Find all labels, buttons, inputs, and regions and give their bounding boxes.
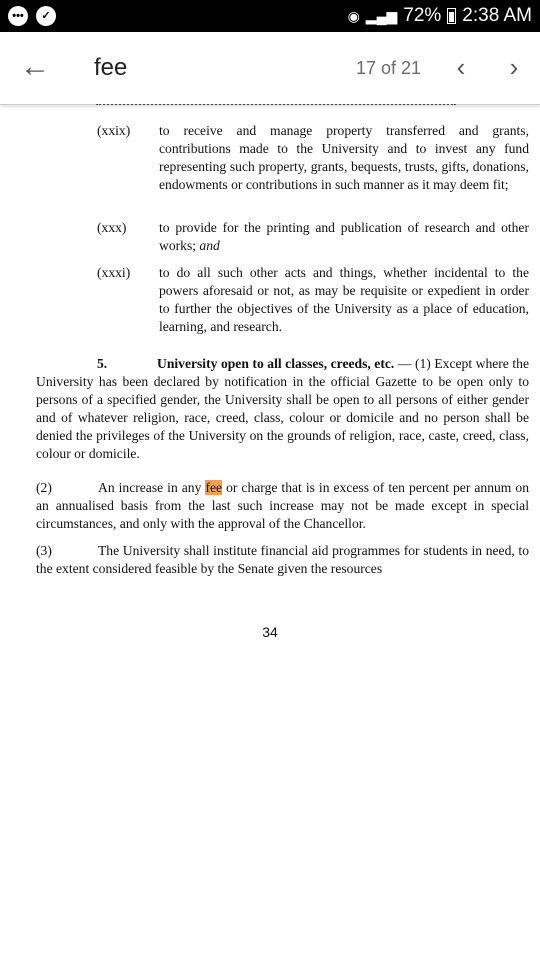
match-count: 17 of 21 [356,58,422,78]
cell-signal-icon: ▂▄▆ [365,7,398,24]
paragraph-number: (3) [36,543,52,558]
clause-number: (xxix) [97,123,131,138]
search-match-highlight: fee [205,480,223,495]
status-indicators [348,5,532,27]
back-arrow-icon[interactable]: ← [20,50,50,83]
section-text: — (1) Except where the University has been declared by notification in the official Gazette to be open only to persons of a specified gender, the University shall be open to all persons of either gender and of whatever religion, race, creed, class, colour or domicile and no person shall be denied the privileges of the University on the grounds of religion, race, caste, creed, class, colour or domicile. [36,356,529,461]
document-page[interactable] [0,104,540,960]
section-5 [36,355,529,463]
clock: 2:38 AM [462,5,532,26]
paragraph-3: (3) The University shall institute financial aid programmes for students in need, to the extent considered feasible by the Senate given the resources [36,543,529,576]
section-heading: University open to all classes, creeds, etc. [157,356,395,371]
clause-text: to do all such other acts and things, whether incidental to the powers aforesaid or not, as may be requisite or expedient in order to further the objectives of the University as a place of education, learning, and research. [159,265,529,334]
messenger-icon: ✓ [36,6,56,26]
find-toolbar [0,32,540,105]
chevron-right-icon[interactable]: › [509,52,519,82]
page-number: 34 [262,624,278,640]
paragraph-2: (2) An increase in any fee or charge that is in excess of ten percent per annum on an annualised basis from the last such increase may not be made except in special circumstances, and only with the approval of the Chancellor. [36,480,529,531]
battery-percent: 72% [403,5,442,26]
clause-number: (xxxi) [97,265,131,280]
find-query-field[interactable]: fee [94,54,128,81]
clause-text: to receive and manage property transferred and grants, contributions made to the University and to invest any fund representing such property, grants, bequests, trusts, gifts, donations, endowments or contributions in such manner as it may deem fit; [159,123,529,192]
section-number: 5. [97,356,108,371]
chevron-left-icon[interactable]: ‹ [456,52,466,82]
clause-text: to provide for the printing and publication of research and other works; and [159,220,529,253]
cut-off-text-line [96,104,456,106]
clause-number: (xxx) [97,220,127,235]
status-bar [0,0,540,32]
battery-icon [447,8,456,24]
wifi-icon: ◉ [347,7,360,24]
notification-app-icon: ••• [8,6,28,26]
paragraph-number: (2) [36,480,52,495]
notification-icons [8,6,56,26]
